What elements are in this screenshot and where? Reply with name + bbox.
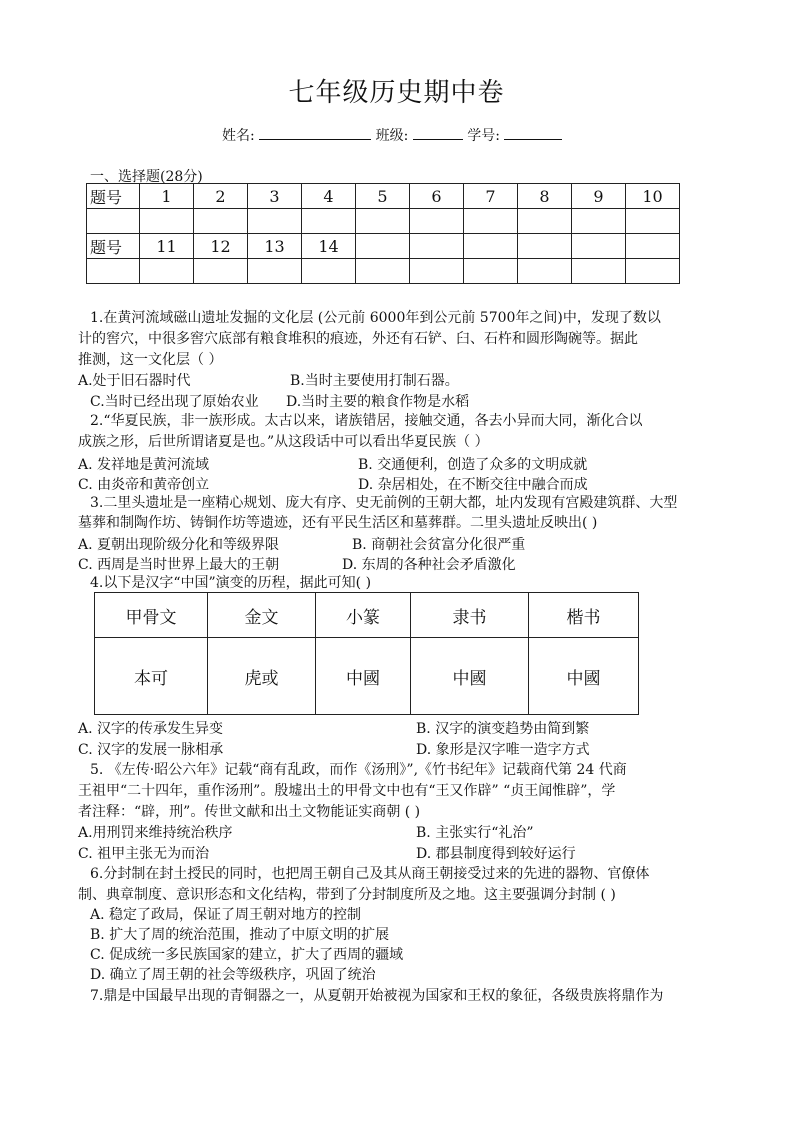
answer-num: 10 [626, 184, 680, 209]
q2-option-c[interactable]: C. 由炎帝和黄帝创立 [78, 477, 210, 493]
section-heading: 一、选择题(28分) [90, 169, 203, 185]
q5-option-a[interactable]: A.用刑罚来维持统治秩序 [78, 825, 233, 841]
answer-blank-row-1 [87, 209, 680, 234]
evolution-header: 甲骨文 [95, 593, 208, 638]
answer-table [86, 183, 680, 284]
answer-cell[interactable] [410, 259, 464, 284]
class-field[interactable] [413, 125, 463, 140]
hanzi-evolution-table [94, 592, 639, 715]
q2-stem: 2.“华夏民族，非一族形成。太古以来，诸族错居，接触交通，各去小异而大同，渐化合以 [90, 413, 643, 429]
answer-cell[interactable] [410, 209, 464, 234]
q1-option-d[interactable]: D.当时主要的粮食作物是水稻 [286, 394, 470, 410]
q6-option-a[interactable]: A. 稳定了政局，保证了周王朝对地方的控制 [90, 907, 362, 923]
evolution-value: 本可 [95, 638, 208, 715]
answer-num: 12 [194, 234, 248, 259]
evolution-header-row [95, 593, 639, 638]
q4-option-b[interactable]: B. 汉字的演变趋势由简到繁 [416, 721, 590, 737]
answer-cell[interactable] [572, 259, 626, 284]
answer-header-row-1 [87, 184, 680, 209]
answer-num: 13 [248, 234, 302, 259]
q2-option-a[interactable]: A. 发祥地是黄河流域 [78, 457, 210, 473]
name-field[interactable] [259, 125, 371, 140]
answer-num: 2 [194, 184, 248, 209]
q2-option-b[interactable]: B. 交通便利，创造了众多的文明成就 [358, 457, 588, 473]
answer-num: 14 [302, 234, 356, 259]
answer-cell[interactable] [626, 209, 680, 234]
q1-stem: 1.在黄河流域磁山遗址发掘的文化层 (公元前 6000年到公元前 5700年之间)中，发现了数以 [90, 310, 661, 326]
q6-stem: 6.分封制在封土授民的同时，也把周王朝自己及其从商王朝接受过来的先进的器物、官僚体 [90, 866, 650, 882]
evolution-header: 金文 [208, 593, 316, 638]
answer-cell [87, 259, 140, 284]
q3-stem: 墓葬和制陶作坊、铸铜作坊等遗迹，还有平民生活区和墓葬群。二里头遗址反映出( ) [78, 515, 598, 531]
evolution-value: 中國 [529, 638, 639, 715]
q3-option-b[interactable]: B. 商朝社会贫富分化很严重 [352, 537, 526, 553]
answer-cell[interactable] [626, 259, 680, 284]
q5-option-b[interactable]: B. 主张实行“礼治” [416, 825, 534, 841]
answer-num [572, 234, 626, 259]
q5-stem: 5. 《左传·昭公六年》记载“商有乱政，而作《汤刑》”,《竹书纪年》记载商代第 24 代商 [90, 762, 627, 778]
answer-header-row-2 [87, 234, 680, 259]
q1-option-c[interactable]: C.当时已经出现了原始农业 [90, 394, 259, 410]
evolution-header: 小篆 [316, 593, 411, 638]
answer-num: 5 [356, 184, 410, 209]
answer-num [410, 234, 464, 259]
q1-stem: 推测，这一文化层（ ） [78, 352, 223, 368]
answer-cell[interactable] [356, 259, 410, 284]
q1-option-a[interactable]: A.处于旧石器时代 [78, 373, 191, 389]
answer-cell[interactable] [248, 209, 302, 234]
answer-num [518, 234, 572, 259]
page-title: 七年级历史期中卷 [288, 78, 505, 108]
q6-stem: 制、典章制度、意识形态和文化结构，带到了分封制度所及之地。这主要强调分封制 ( ) [78, 887, 616, 903]
answer-num [356, 234, 410, 259]
q6-option-d[interactable]: D. 确立了周王朝的社会等级秩序，巩固了统治 [90, 967, 376, 983]
q1-stem: 计的窖穴，中很多窖穴底部有粮食堆积的痕迹，外还有石铲、臼、石杵和圆形陶碗等。据此 [78, 331, 638, 347]
evolution-header: 隶书 [411, 593, 529, 638]
id-label: 学号: [467, 128, 500, 144]
evolution-value: 虎或 [208, 638, 316, 715]
answer-cell[interactable] [194, 259, 248, 284]
q2-stem: 成族之形，后世所谓诸夏是也。”从这段话中可以看出华夏民族（ ） [78, 434, 489, 450]
evolution-value-row [95, 638, 639, 715]
evolution-value: 中國 [316, 638, 411, 715]
q3-option-a[interactable]: A. 夏朝出现阶级分化和等级界限 [78, 537, 280, 553]
answer-num [626, 234, 680, 259]
student-info [222, 125, 562, 145]
answer-num: 9 [572, 184, 626, 209]
q4-option-a[interactable]: A. 汉字的传承发生异变 [78, 721, 224, 737]
answer-num: 1 [140, 184, 194, 209]
q4-option-d[interactable]: D. 象形是汉字唯一造字方式 [416, 742, 590, 758]
answer-num: 11 [140, 234, 194, 259]
answer-label: 题号 [87, 234, 140, 259]
q3-option-c[interactable]: C. 西周是当时世界上最大的王朝 [78, 557, 280, 573]
q5-option-d[interactable]: D. 郡县制度得到较好运行 [416, 846, 576, 862]
answer-label: 题号 [87, 184, 140, 209]
answer-num: 7 [464, 184, 518, 209]
answer-blank-row-2 [87, 259, 680, 284]
answer-num: 3 [248, 184, 302, 209]
q6-option-c[interactable]: C. 促成统一多民族国家的建立，扩大了西周的疆域 [90, 947, 404, 963]
answer-cell[interactable] [140, 209, 194, 234]
evolution-value: 中國 [411, 638, 529, 715]
q1-option-b[interactable]: B.当时主要使用打制石器。 [290, 373, 459, 389]
answer-num: 6 [410, 184, 464, 209]
answer-cell[interactable] [464, 259, 518, 284]
q4-stem: 4.以下是汉字“中国”演变的历程，据此可知( ) [90, 575, 372, 591]
q5-stem: 者注释：“辟，刑”。传世文献和出土文物能证实商朝 ( ) [78, 804, 421, 820]
answer-cell[interactable] [302, 209, 356, 234]
answer-cell[interactable] [518, 209, 572, 234]
answer-cell[interactable] [356, 209, 410, 234]
class-label: 班级: [375, 128, 409, 144]
q4-option-c[interactable]: C. 汉字的发展一脉相承 [78, 742, 224, 758]
answer-num: 8 [518, 184, 572, 209]
evolution-header: 楷书 [529, 593, 639, 638]
q3-stem: 3.二里头遗址是一座精心规划、庞大有序、史无前例的王朝大都，址内发现有宫殿建筑群、大型 [90, 495, 678, 511]
q2-option-d[interactable]: D. 杂居相处，在不断交往中融合而成 [358, 477, 588, 493]
answer-cell[interactable] [302, 259, 356, 284]
q5-stem: 王祖甲“二十四年，重作汤刑”。殷墟出土的甲骨文中也有“王又作辟” “贞王闻惟辟”，学 [78, 783, 616, 799]
answer-cell[interactable] [248, 259, 302, 284]
answer-num [464, 234, 518, 259]
answer-cell[interactable] [140, 259, 194, 284]
id-field[interactable] [504, 125, 562, 140]
name-label: 姓名: [222, 128, 255, 144]
answer-cell[interactable] [464, 209, 518, 234]
answer-cell[interactable] [572, 209, 626, 234]
answer-cell [87, 209, 140, 234]
q3-option-d[interactable]: D. 东周的各种社会矛盾激化 [342, 557, 516, 573]
answer-cell[interactable] [518, 259, 572, 284]
q7-stem: 7.鼎是中国最早出现的青铜器之一，从夏朝开始被视为国家和王权的象征，各级贵族将鼎作为 [90, 988, 664, 1004]
answer-cell[interactable] [194, 209, 248, 234]
q6-option-b[interactable]: B. 扩大了周的统治范围，推动了中原文明的扩展 [90, 927, 390, 943]
answer-num: 4 [302, 184, 356, 209]
q5-option-c[interactable]: C. 祖甲主张无为而治 [78, 846, 210, 862]
